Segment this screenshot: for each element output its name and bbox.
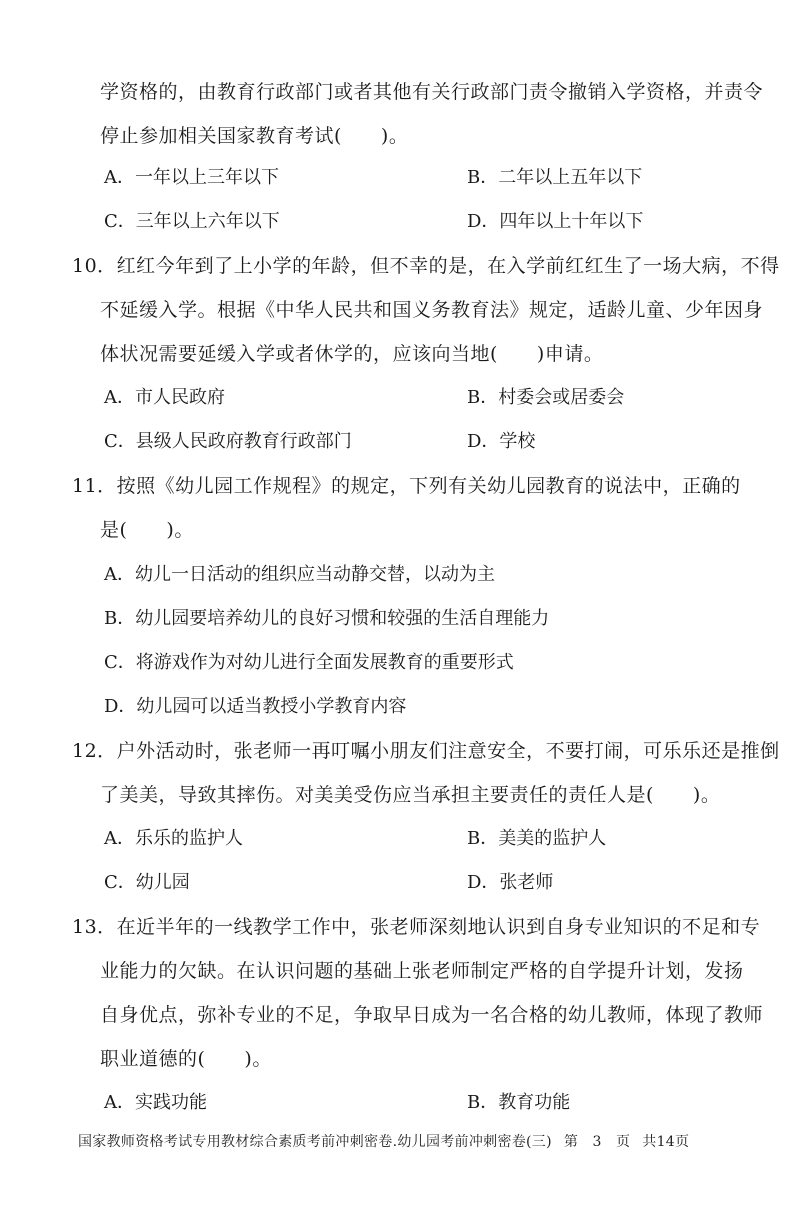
q13-stem-line-4: 职业道德的( )。 <box>100 1048 272 1070</box>
q9-stem-line-2: 停止参加相关国家教育考试( )。 <box>100 125 409 147</box>
q10-stem-line-1: 10．红红今年到了上小学的年龄，但不幸的是，在入学前红红生了一场大病，不得 <box>72 255 780 277</box>
footer-total-pages: 共14页 <box>642 1134 690 1150</box>
q9-option-c: C．三年以上六年以下 <box>104 211 280 232</box>
q10-option-b: B．村委会或居委会 <box>467 387 625 408</box>
q11-stem-line-2: 是( )。 <box>100 519 194 541</box>
q11-option-d: D．幼儿园可以适当教授小学教育内容 <box>104 696 407 717</box>
q11-stem-line-1: 11．按照《幼儿园工作规程》的规定，下列有关幼儿园教育的说法中，正确的 <box>72 475 741 497</box>
q12-option-d: D．张老师 <box>467 872 554 893</box>
q13-stem-line-1: 13．在近半年的一线教学工作中，张老师深刻地认识到自身专业知识的不足和专 <box>72 916 761 938</box>
footer-title: 国家教师资格考试专用教材综合素质考前冲刺密卷.幼儿园考前冲刺密卷(三) <box>78 1134 552 1150</box>
footer-page-number: 第 3 页 <box>563 1134 631 1150</box>
q9-option-a: A．一年以上三年以下 <box>104 167 279 188</box>
q12-option-a: A．乐乐的监护人 <box>104 828 243 849</box>
q13-stem-line-2: 业能力的欠缺。在认识问题的基础上张老师制定严格的自学提升计划，发扬 <box>100 960 744 982</box>
q9-option-b: B．二年以上五年以下 <box>467 167 643 188</box>
q10-stem-line-3: 体状况需要延缓入学或者休学的，应该向当地( )申请。 <box>100 343 604 365</box>
q10-option-d: D．学校 <box>467 431 536 452</box>
q11-option-c: C．将游戏作为对幼儿进行全面发展教育的重要形式 <box>104 652 514 673</box>
q12-option-b: B．美美的监护人 <box>467 828 607 849</box>
q12-stem-line-2: 了美美，导致其摔伤。对美美受伤应当承担主要责任的责任人是( )。 <box>100 784 721 806</box>
q9-option-d: D．四年以上十年以下 <box>467 211 644 232</box>
page-footer <box>78 1133 701 1151</box>
q9-stem-line-1: 学资格的，由教育行政部门或者其他有关行政部门责令撤销入学资格，并责令 <box>100 81 764 103</box>
q13-stem-line-3: 自身优点，弥补专业的不足，争取早日成为一名合格的幼儿教师，体现了教师 <box>100 1004 764 1026</box>
q12-option-c: C．幼儿园 <box>104 872 190 893</box>
q13-option-b: B．教育功能 <box>467 1092 571 1113</box>
q12-stem-line-1: 12．户外活动时，张老师一再叮嘱小朋友们注意安全，不要打闹，可乐乐还是推倒 <box>72 740 780 762</box>
q11-option-b: B．幼儿园要培养幼儿的良好习惯和较强的生活自理能力 <box>104 608 550 629</box>
q10-option-c: C．县级人民政府教育行政部门 <box>104 431 352 452</box>
q13-option-a: A．实践功能 <box>104 1092 207 1113</box>
q10-stem-line-2: 不延缓入学。根据《中华人民共和国义务教育法》规定，适龄儿童、少年因身 <box>100 299 764 321</box>
q11-option-a: A．幼儿一日活动的组织应当动静交替，以动为主 <box>104 564 495 585</box>
q10-option-a: A．市人民政府 <box>104 387 225 408</box>
